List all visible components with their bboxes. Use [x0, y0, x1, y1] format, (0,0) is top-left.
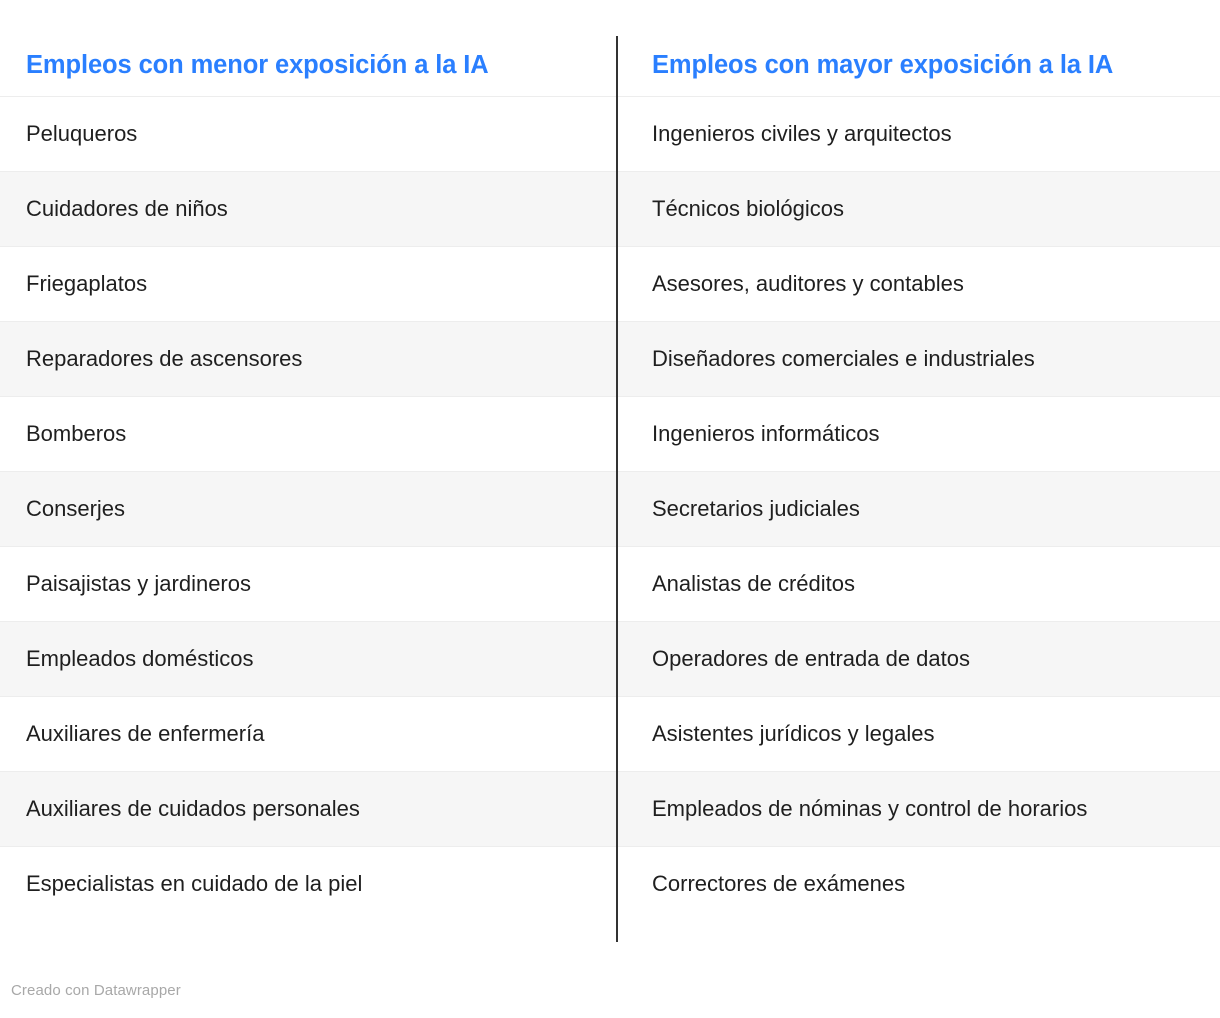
cell-high-exposure: Diseñadores comerciales e industriales — [652, 345, 1035, 371]
column-header-low-exposure: Empleos con menor exposición a la IA — [26, 51, 489, 79]
table-row — [0, 246, 1220, 321]
cell-low-exposure: Reparadores de ascensores — [26, 345, 303, 371]
cell-low-exposure: Paisajistas y jardineros — [26, 570, 251, 596]
table-row — [0, 846, 1220, 921]
cell-high-exposure: Secretarios judiciales — [652, 495, 860, 521]
cell-low-exposure: Especialistas en cuidado de la piel — [26, 870, 363, 896]
cell-high-exposure: Técnicos biológicos — [652, 195, 844, 221]
cell-high-exposure: Correctores de exámenes — [652, 870, 906, 896]
table-row — [0, 396, 1220, 471]
table-row — [0, 321, 1220, 396]
cell-high-exposure: Asesores, auditores y contables — [652, 270, 964, 296]
cell-high-exposure: Analistas de créditos — [652, 570, 855, 596]
table-header-row — [0, 0, 1220, 96]
table-row — [0, 96, 1220, 171]
table-row — [0, 771, 1220, 846]
cell-high-exposure: Ingenieros informáticos — [652, 420, 880, 446]
cell-low-exposure: Peluqueros — [26, 120, 138, 146]
table-row — [0, 546, 1220, 621]
table-row — [0, 171, 1220, 246]
table-row — [0, 471, 1220, 546]
cell-low-exposure: Cuidadores de niños — [26, 195, 228, 221]
cell-low-exposure: Bomberos — [26, 420, 127, 446]
cell-low-exposure: Auxiliares de cuidados personales — [26, 795, 360, 821]
table-row — [0, 696, 1220, 771]
cell-low-exposure: Auxiliares de enfermería — [26, 720, 265, 746]
chart-credit: Creado con Datawrapper — [11, 982, 181, 999]
column-divider — [616, 36, 618, 942]
cell-low-exposure: Conserjes — [26, 495, 126, 521]
cell-low-exposure: Empleados domésticos — [26, 645, 254, 671]
cell-high-exposure: Asistentes jurídicos y legales — [652, 720, 935, 746]
cell-high-exposure: Ingenieros civiles y arquitectos — [652, 120, 952, 146]
column-header-high-exposure: Empleos con mayor exposición a la IA — [652, 51, 1114, 79]
table-row — [0, 621, 1220, 696]
cell-high-exposure: Empleados de nóminas y control de horarios — [652, 795, 1088, 821]
cell-high-exposure: Operadores de entrada de datos — [652, 645, 971, 671]
cell-low-exposure: Friegaplatos — [26, 270, 148, 296]
